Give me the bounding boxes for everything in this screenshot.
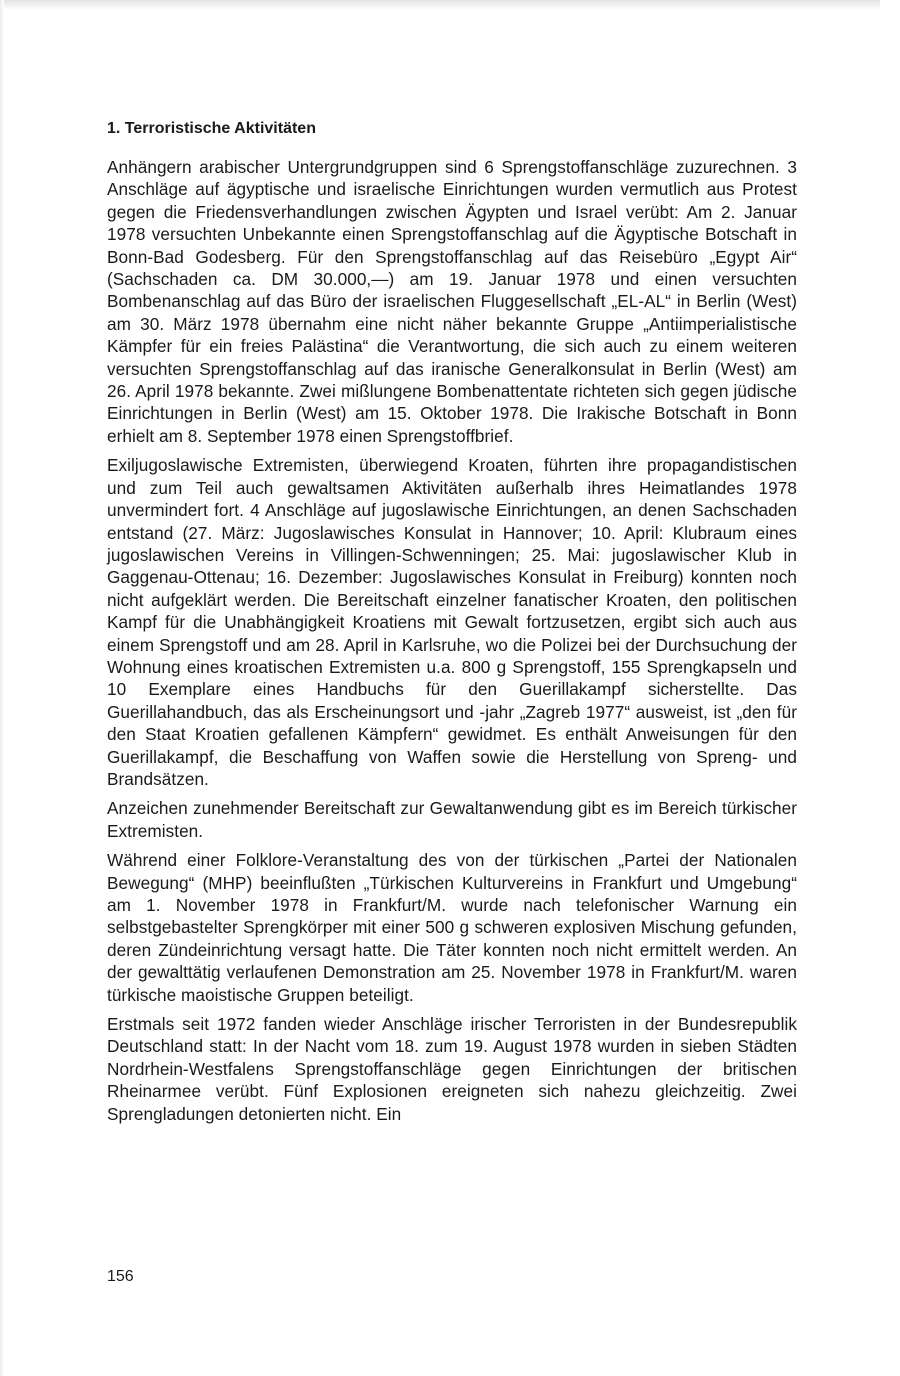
page-number: 156	[107, 1268, 134, 1285]
paragraph-turkish-extremists: Anzeichen zunehmender Bereitschaft zur Gewaltanwendung gibt es im Bereich türkischer Extremisten.	[107, 798, 797, 841]
paragraph-frankfurt-event: Während einer Folklore-Veranstaltung des von der türkischen „Partei der Nationalen Bewegung“ (MHP) beeinflußten „Türkischen Kulturvereins in Frankfurt und Umgebung“ am 1. November 1978 in Frankfurt/M. wurde nach telefonischer Warnung ein selbstgebastelter Sprengkörper mit einer 500 g schweren explosiven Mischung gefunden, deren Zündeinrichtung versagt hatte. Die Täter konnten noch nicht ermittelt werden. An der gewalttätig verlaufenen Demonstration am 25. November 1978 in Frankfurt/M. waren türkische maoistische Gruppen beteiligt.	[107, 850, 797, 1005]
page-left-edge	[0, 0, 4, 1376]
section-heading: 1. Terroristische Aktivitäten	[107, 120, 316, 137]
paragraph-irish-terrorists: Erstmals seit 1972 fanden wieder Anschläge irischer Terroristen in der Bundesrepublik Deutschland statt: In der Nacht vom 18. zum 19. August 1978 wurden in sieben Städten Nordrhein-Westfalens Sprengstoffanschläge gegen Einrichtungen der britischen Rheinarmee verübt. Fünf Explosionen ereigneten sich nahezu gleichzeitig. Zwei Sprengladungen detonierten nicht. Ein	[107, 1014, 797, 1124]
paragraph-arab-groups: Anhängern arabischer Untergrundgruppen sind 6 Sprengstoffanschläge zuzurechnen. 3 Anschläge auf ägyptische und israelische Einrichtungen wurden vermutlich aus Protest gegen die Friedensverhandlungen zwischen Ägypten und Israel verübt: Am 2. Januar 1978 versuchten Unbekannte einen Sprengstoffanschlag auf die Ägyptische Botschaft in Bonn-Bad Godesberg. Für den Sprengstoffanschlag auf das Reisebüro „Egypt Air“ (Sachschaden ca. DM 30.000,—) am 19. Januar 1978 und einen versuchten Bombenanschlag auf das Büro der israelischen Fluggesellschaft „EL-AL“ in Berlin (West) am 30. März 1978 übernahm eine nicht näher bekannte Gruppe „Antiimperialistische Kämpfer für ein freies Palästina“ die Verantwortung, die sich auch zu einem weiteren versuchten Sprengstoffanschlag auf das iranische Generalkonsulat in Berlin (West) am 26. April 1978 bekannte. Zwei mißlungene Bombenattentate richteten sich gegen jüdische Einrichtungen in Berlin (West) am 15. Oktober 1978. Die Irakische Botschaft in Bonn erhielt am 8. September 1978 einen Sprengstoffbrief.	[107, 157, 797, 446]
page-top-edge	[0, 0, 880, 10]
document-page	[107, 118, 797, 1132]
paragraph-yugoslav-extremists: Exiljugoslawische Extremisten, überwiegend Kroaten, führten ihre propagandistischen und zum Teil auch gewaltsamen Aktivitäten außerhalb ihres Heimatlandes 1978 unvermindert fort. 4 Anschläge auf jugoslawische Einrichtungen, an denen Sachschaden entstand (27. März: Jugoslawisches Konsulat in Hannover; 10. April: Klubraum eines jugoslawischen Vereins in Villingen-Schwenningen; 25. Mai: jugoslawischer Klub in Gaggenau-Ottenau; 16. Dezember: Jugoslawisches Konsulat in Freiburg) konnten noch nicht aufgeklärt werden. Die Bereitschaft einzelner fanatischer Kroaten, den politischen Kampf für die Unabhängigkeit Kroatiens mit Gewalt fortzusetzen, ergibt sich auch aus einem Sprengstoff und am 28. April in Karlsruhe, wo die Polizei bei der Durchsuchung der Wohnung eines kroatischen Extremisten u.a. 800 g Sprengstoff, 155 Sprengkapseln und 10 Exemplare eines Handbuchs für den Guerillakampf sicherstellte. Das Guerillahandbuch, das als Erscheinungsort und -jahr „Zagreb 1977“ ausweist, ist „den für den Staat Kroatien gefallenen Kämpfern“ gewidmet. Es enthält Anweisungen für den Guerillakampf, die Beschaffung von Waffen sowie die Herstellung von Spreng- und Brandsätzen.	[107, 455, 797, 789]
